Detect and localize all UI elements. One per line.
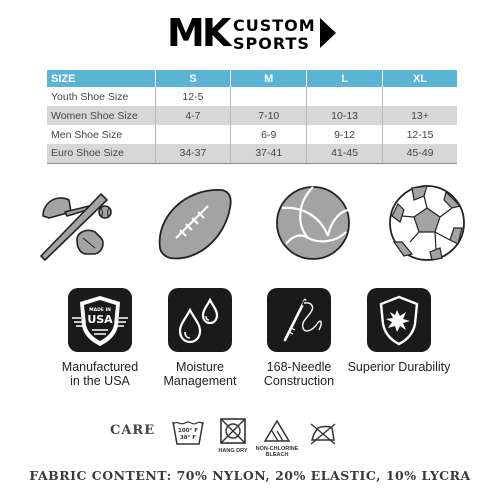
table-cell: [155, 125, 231, 144]
table-cell: 41-45: [307, 144, 383, 163]
table-cell: [307, 87, 383, 106]
baseball-icon: [35, 178, 125, 268]
table-cell: 12-15: [382, 125, 457, 144]
badge-line-2: USA: [87, 313, 113, 326]
size-chart-header: [47, 70, 457, 87]
header-m: M: [231, 70, 307, 87]
needle-thread-icon: [267, 288, 331, 352]
table-cell: 4-7: [155, 106, 231, 125]
table-cell: 7-10: [231, 106, 307, 125]
table-cell: 34-37: [155, 144, 231, 163]
feature-made-in-usa: [45, 288, 155, 388]
care-label: CARE: [110, 423, 156, 438]
wash-temp-c: 38° F: [179, 435, 197, 441]
football-icon: [150, 178, 240, 268]
badge-line-1: MADE IN: [89, 308, 111, 313]
feature-needle: [244, 288, 354, 388]
table-cell: 45-49: [382, 144, 457, 163]
feature-label-line-2: Construction: [263, 374, 335, 388]
feature-label-line-1: Moisture: [176, 360, 224, 374]
hang-dry-icon: [218, 416, 248, 446]
feature-label: [145, 360, 255, 388]
non-chlorine-bleach-icon: [262, 418, 292, 444]
made-in-usa-shield-icon: [68, 288, 132, 352]
wash-temperature-icon: [170, 414, 206, 450]
table-cell: 13+: [382, 106, 457, 125]
brand-mk: MK: [167, 11, 229, 55]
feature-badge: [68, 288, 132, 352]
table-row: [47, 125, 457, 144]
size-chart: [47, 70, 457, 164]
bleach-caption-line-2: BLEACH: [265, 452, 289, 458]
feature-label: [45, 360, 155, 388]
brand-logo: [155, 10, 345, 56]
feature-label-line-1: Manufactured: [61, 360, 139, 374]
feature-label: [344, 360, 454, 374]
wash-temp-f: 100° F: [178, 428, 198, 434]
feature-badge: [367, 288, 431, 352]
table-row: [47, 144, 457, 163]
feature-durability: [344, 288, 454, 374]
feature-label-line-1: Superior Durability: [347, 360, 451, 374]
header-size: SIZE: [47, 70, 155, 87]
table-cell: 9-12: [307, 125, 383, 144]
table-row: [47, 87, 457, 106]
bleach-caption-line-1: NON-CHLORINE: [255, 446, 299, 452]
row-label: Euro Shoe Size: [47, 144, 155, 163]
table-cell: 12-5: [155, 87, 231, 106]
table-cell: 37-41: [231, 144, 307, 163]
feature-label-line-2: in the USA: [70, 374, 130, 388]
feature-label: [244, 360, 354, 388]
feature-moisture: [145, 288, 255, 388]
header-l: L: [307, 70, 383, 87]
bleach-caption: [252, 446, 302, 458]
shield-burst-icon: [367, 288, 431, 352]
brand-line-2: SPORTS: [233, 34, 310, 53]
hang-dry-caption: HANG DRY: [218, 448, 248, 454]
brand-line-1: CUSTOM: [233, 16, 316, 35]
feature-badge: [168, 288, 232, 352]
table-cell: [382, 87, 457, 106]
fabric-content: FABRIC CONTENT: 70% NYLON, 20% ELASTIC, 10% LYCRA: [29, 468, 471, 483]
soccer-ball-icon: [382, 178, 472, 268]
table-cell: 6-9: [231, 125, 307, 144]
header-s: S: [155, 70, 231, 87]
feature-label-line-1: 168-Needle: [266, 360, 332, 374]
row-label: Women Shoe Size: [47, 106, 155, 125]
brand-arrow-icon: [320, 18, 336, 48]
do-not-iron-icon: [308, 418, 338, 446]
row-label: Youth Shoe Size: [47, 87, 155, 106]
table-row: [47, 106, 457, 125]
table-cell: [231, 87, 307, 106]
volleyball-icon: [268, 178, 358, 268]
row-label: Men Shoe Size: [47, 125, 155, 144]
feature-label-line-2: Management: [163, 374, 237, 388]
feature-badge: [267, 288, 331, 352]
header-xl: XL: [382, 70, 457, 87]
water-drops-icon: [168, 288, 232, 352]
table-cell: 10-13: [307, 106, 383, 125]
